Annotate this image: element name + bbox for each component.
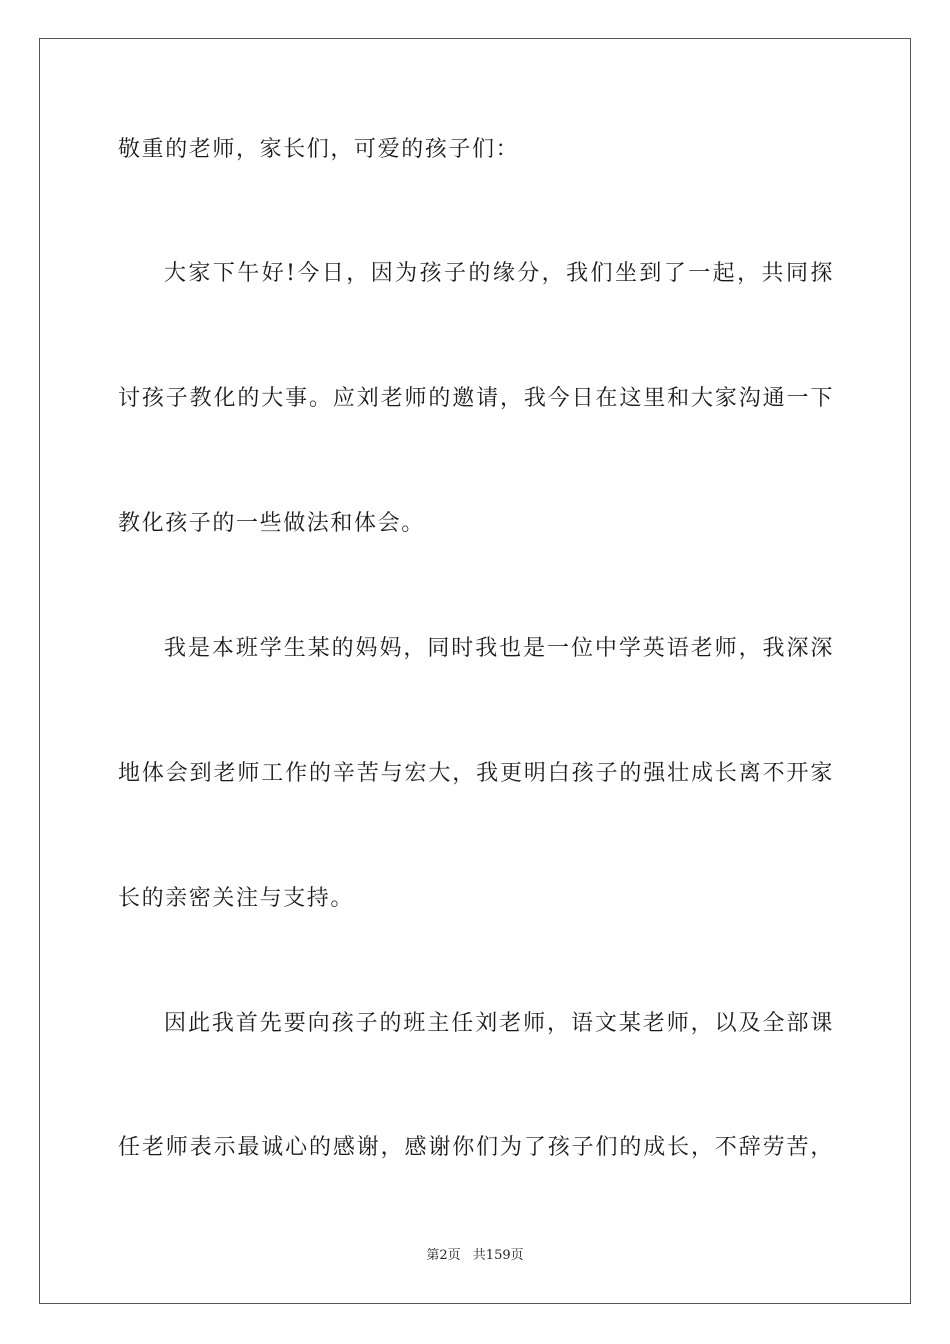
paragraph-2-line-3: 长的亲密关注与支持。 — [118, 886, 355, 911]
paragraph-3-line-1: 因此我首先要向孩子的班主任刘老师，语文某老师，以及全部课 — [164, 1011, 834, 1036]
page-frame — [39, 38, 911, 1304]
salutation: 敬重的老师，家长们，可爱的孩子们： — [118, 137, 520, 162]
paragraph-1-line-2: 讨孩子教化的大事。应刘老师的邀请，我今日在这里和大家沟通一下 — [118, 386, 834, 411]
page-number: 第2页 — [426, 1248, 461, 1263]
paragraph-1-line-3: 教化孩子的一些做法和体会。 — [118, 511, 425, 536]
paragraph-1-line-1: 大家下午好!今日，因为孩子的缘分，我们坐到了一起，共同探 — [164, 261, 834, 286]
paragraph-2-line-1: 我是本班学生某的妈妈，同时我也是一位中学英语老师，我深深 — [164, 636, 834, 661]
paragraph-3-line-2: 任老师表示最诚心的感谢，感谢你们为了孩子们的成长，不辞劳苦， — [118, 1135, 834, 1160]
page-total: 共159页 — [472, 1248, 524, 1263]
page-footer — [0, 1244, 950, 1263]
paragraph-2-line-2: 地体会到老师工作的辛苦与宏大，我更明白孩子的强壮成长离不开家 — [118, 761, 834, 786]
